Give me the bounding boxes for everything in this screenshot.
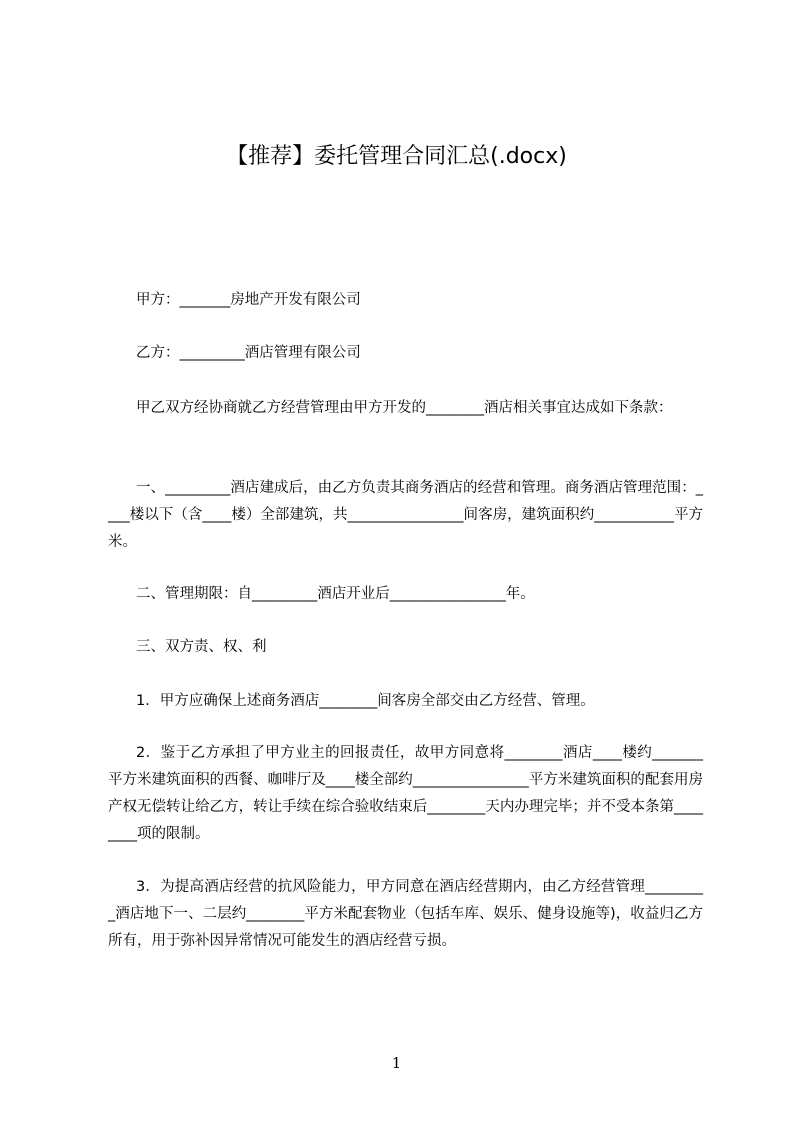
party-a-line: 甲方：_______房地产开发有限公司: [136, 292, 361, 308]
clause-3-heading: 三、双方责、权、利: [136, 639, 267, 655]
clause-2-paragraph: 二、管理期限：自_________酒店开业后________________年。: [136, 586, 535, 602]
clause-1-paragraph: 一、_________酒店建成后，由乙方负责其商务酒店的经营和管理。商务酒店管理范围：____楼以下（含____楼）全部建筑，共________________间客房，建筑面积约___________平方米。: [108, 480, 703, 550]
clause-3-item-1: 1．甲方应确保上述商务酒店________间客房全部交由乙方经营、管理。: [136, 693, 595, 709]
clause-3-item-3: 3．为提高酒店经营的抗风险能力，甲方同意在酒店经营期内，由乙方经营管理_________酒店地下一、二层约________平方米配套物业（包括车库、娱乐、健身设施等)，收益归乙方所有，用于弥补因异常情况可能发生的酒店经营亏损。: [108, 879, 703, 949]
clause-3-item-2: 2．鉴于乙方承担了甲方业主的回报责任，故甲方同意将________酒店____楼约_______平方米建筑面积的西餐、咖啡厅及____楼全部约________________平方米建筑面积的配套用房产权无偿转让给乙方，转让手续在综合验收结束后________天内办理完毕；并不受本条第________项的限制。: [108, 745, 703, 842]
party-b-line: 乙方：_________酒店管理有限公司: [136, 345, 361, 361]
page-number: 1: [391, 1054, 402, 1072]
preamble-paragraph: 甲乙双方经协商就乙方经营管理由甲方开发的________酒店相关事宜达成如下条款：: [136, 400, 673, 416]
document-title: 【推荐】委托管理合同汇总(.docx): [226, 144, 567, 169]
